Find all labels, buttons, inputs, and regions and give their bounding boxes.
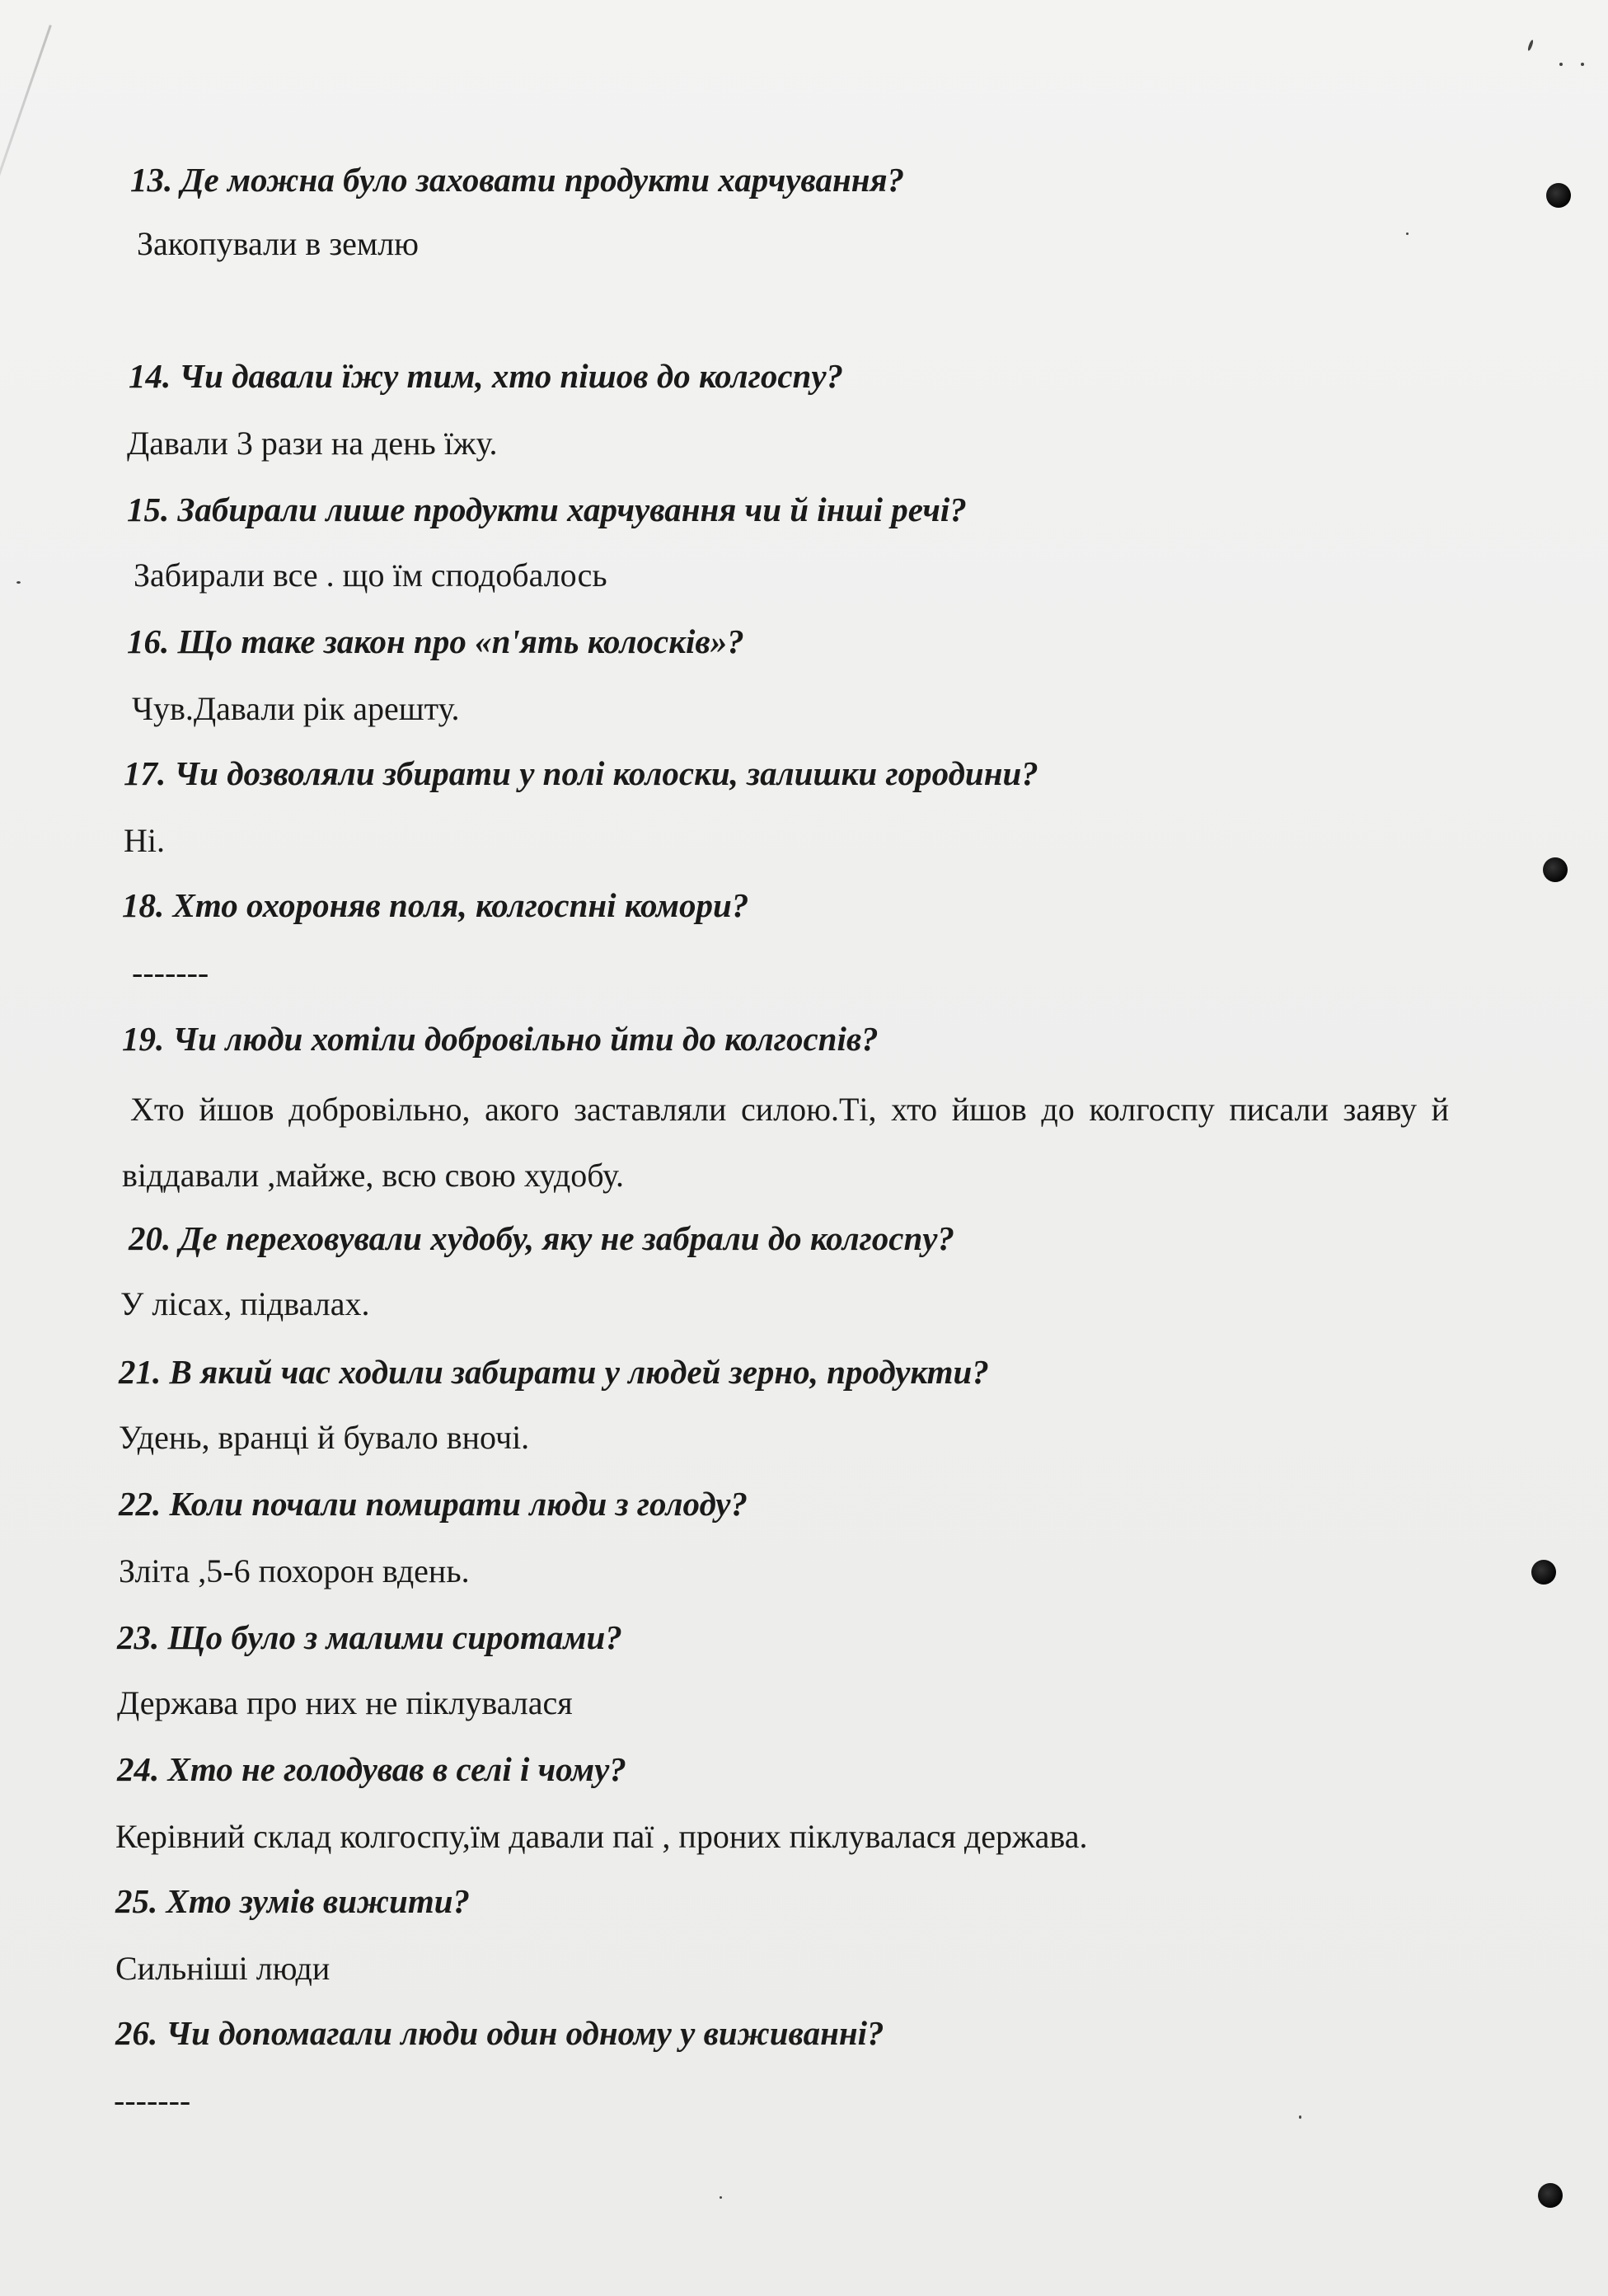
punch-hole-icon [1538,2183,1563,2208]
speck [1406,232,1409,235]
answer-22: Зліта ,5-6 похорон вдень. [119,1552,470,1589]
question-17: 17. Чи дозволяли збирати у полі колоски, залишки городини? [124,754,1038,792]
question-15: 15. Забирали лише продукти харчування чи й інші речі? [127,491,967,528]
speck [1527,40,1535,52]
question-23: 23. Що було з малими сиротами? [117,1618,622,1656]
answer-20: У лісах, підвалах. [120,1285,370,1322]
answer-19: Хто йшов добровільно, акого заставляли силою.Ті, хто йшов до колгоспу писали заяву й віддавали ,майже, всю свою худобу. [122,1091,1449,1194]
speck [1559,63,1563,66]
speck [16,581,21,584]
answer-24: Керівний склад колгоспу,їм давали паї , проних піклувалася держава. [115,1818,1088,1855]
question-22: 22. Коли почали помирати люди з голоду? [119,1485,748,1523]
answer-15: Забирали все . що їм сподобалось [134,556,607,594]
answer-18: ------- [132,954,209,991]
question-19: 19. Чи люди хотіли добровільно йти до колгоспів? [122,1020,879,1058]
answer-26: ------- [114,2082,191,2119]
answer-16: Чув.Давали рік арешту. [132,690,460,727]
punch-hole-icon [1543,857,1568,882]
answer-14: Давали 3 рази на день їжу. [127,425,498,462]
speck [1299,2115,1301,2119]
question-24: 24. Хто не голодував в селі і чому? [117,1750,626,1788]
question-13: 13. Де можна було заховати продукти харчування? [130,161,905,199]
question-18: 18. Хто охороняв поля, колгоспні комори? [122,886,749,924]
answer-23: Держава про них не піклувалася [117,1684,573,1721]
punch-hole-icon [1531,1560,1556,1585]
question-20: 20. Де переховували худобу, яку не забрали до колгоспу? [129,1219,954,1257]
answer-17: Ні. [124,822,165,859]
question-21: 21. В який час ходили забирати у людей зерно, продукти? [119,1353,989,1391]
question-14: 14. Чи давали їжу тим, хто пішов до колгоспу? [129,357,844,395]
question-26: 26. Чи допомагали люди один одному у виживанні? [115,2014,884,2052]
speck [1581,63,1584,66]
answer-13: Закопували в землю [137,225,420,262]
question-25: 25. Хто зумів вижити? [115,1882,471,1920]
answer-21: Удень, вранці й бувало вночі. [119,1419,530,1456]
punch-hole-icon [1546,183,1571,208]
speck [720,2196,722,2199]
paper-fold-mark [0,25,52,353]
question-16: 16. Що таке закон про «п'ять колосків»? [127,622,744,660]
answer-25: Сильніші люди [115,1950,331,1987]
